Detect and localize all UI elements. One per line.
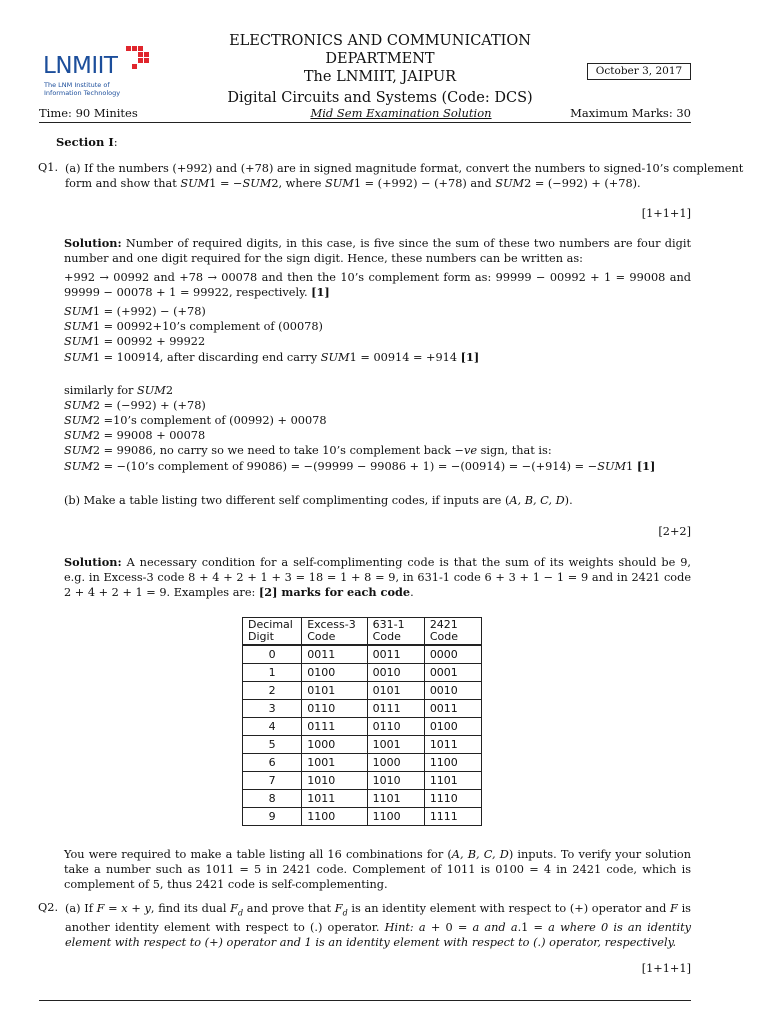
table-cell: 1 (243, 664, 302, 682)
department-line-1: ELECTRONICS AND COMMUNICATION (229, 33, 531, 49)
solution-b-text: Solution: A necessary condition for a self-complimenting code is that the sum of its weights should be 9, e.g. in Excess-3 code 8 + 4 + 2 + 1 + 3 = 18 = 1 + 8 = 9, in 631-1 code 6 + 3 + 1 − 1 = 9 and in 2421 code 2 + 4 + 2 + 1 = 9. Examples are: [2] marks for each code. (64, 555, 691, 599)
table-cell: 5 (243, 736, 302, 754)
table-cell: 0011 (302, 645, 367, 664)
course-title: Digital Circuits and Systems (Code: DCS) (227, 90, 533, 106)
exam-title: Mid Sem Examination Solution (310, 106, 492, 120)
date-box: October 3, 2017 (587, 63, 691, 80)
department-title (190, 32, 570, 107)
department-line-2: DEPARTMENT (325, 51, 435, 67)
table-cell: 4 (243, 718, 302, 736)
logo-tagline-1: The LNM Institute of (44, 81, 110, 89)
table-row (243, 718, 482, 736)
table-cell: 0101 (367, 682, 424, 700)
q1-label: Q1. (38, 161, 59, 174)
sum1-line-3: SUM1 = 00992 + 99922 (64, 335, 206, 348)
q1a-marks: [1+1+1] (641, 207, 691, 220)
table-cell: 0010 (367, 664, 424, 682)
table-cell: 1000 (302, 736, 367, 754)
table-cell: 1101 (424, 772, 481, 790)
table-cell: 0 (243, 645, 302, 664)
table-cell: 1001 (367, 736, 424, 754)
table-cell: 0100 (302, 664, 367, 682)
logo-name: LNMIIT (43, 53, 118, 79)
solution-b-conclusion: You were required to make a table listing all 16 combinations for (A, B, C, D) inputs. To verify your solution take a number such as 1011 = 5 in 2421 code. Complement of 1011 is 0100 = 4 in 2421 code, which is complement of 5, thus 2421 code is self-complementing. (64, 848, 692, 891)
table-cell: 3 (243, 700, 302, 718)
sum2-line-6: SUM2 = −(10’s complement of 99086) = −(99999 − 99086 + 1) = −(00914) = −(+914) = −SUM1 [1] (64, 459, 656, 473)
q2a-text: (a) If F = x + y, find its dual $F_d$ and prove that $F_d$ is an identity element with respect to (+) operator and F is another identity element with respect to (.) operator. Hint: a + 0 = a and a.1 = a where 0 is an identity element with respect to (+) operator and 1 is an identity element with respect to (.) operator, respectively. (65, 902, 691, 950)
table-cell: 1011 (302, 790, 367, 808)
table-cell: 0010 (424, 682, 481, 700)
table-row (243, 736, 482, 754)
table-cell: 0110 (302, 700, 367, 718)
table-row (243, 790, 482, 808)
section-heading: Section I: (56, 135, 118, 149)
table-row (243, 645, 482, 664)
table-cell: 0000 (424, 645, 481, 664)
table-cell: 1010 (302, 772, 367, 790)
sum2-line-5: SUM2 = 99086, no carry so we need to take 10’s complement back −ve sign, that is: (64, 444, 552, 457)
max-marks: Maximum Marks: 30 (570, 106, 691, 120)
table-cell: 1000 (367, 754, 424, 772)
table-row (243, 682, 482, 700)
table-cell: 1101 (367, 790, 424, 808)
table-cell: 1110 (424, 790, 481, 808)
table-cell: 9 (243, 808, 302, 826)
logo-tagline-2: Information Technology (44, 89, 121, 97)
table-cell: 1100 (367, 808, 424, 826)
table-cell: 0111 (367, 700, 424, 718)
table-cell: 2 (243, 682, 302, 700)
table-cell: 0101 (302, 682, 367, 700)
table-header-cell: 631-1 Code (367, 618, 424, 646)
q1a-text: (a) If the numbers (+992) and (+78) are in signed magnitude format, convert the numbers to signed-10’s complement form and show that SUM1 = −SUM2, where SUM1 = (+992) − (+78) and SUM2 = (−992) + (+78). (65, 162, 744, 190)
q1b-text: (b) Make a table listing two different self complimenting codes, if inputs are (A, B, C, D). (64, 494, 573, 507)
solution-a-intro: Solution: Number of required digits, in this case, is five since the sum of these two numbers are four digit number and one digit required for the sign digit. Hence, these numbers can be written as: (64, 236, 691, 265)
q2-marks: [1+1+1] (641, 962, 691, 975)
table-cell: 1100 (302, 808, 367, 826)
table-cell: 0111 (302, 718, 367, 736)
q2-label: Q2. (38, 901, 59, 914)
sum2-line-4: SUM2 = 99008 + 00078 (64, 429, 206, 442)
table-cell: 1011 (424, 736, 481, 754)
table-cell: 1001 (302, 754, 367, 772)
table-row (243, 754, 482, 772)
table-cell: 0100 (424, 718, 481, 736)
institute-logo (40, 46, 160, 100)
q1b-marks: [2+2] (658, 525, 691, 538)
footer-rule (39, 1000, 691, 1001)
table-row (243, 700, 482, 718)
table-cell: 8 (243, 790, 302, 808)
table-header-row (243, 618, 482, 646)
table-row (243, 772, 482, 790)
table-cell: 7 (243, 772, 302, 790)
table-cell: 1100 (424, 754, 481, 772)
sum1-line-1: SUM1 = (+992) − (+78) (64, 305, 206, 318)
table-row (243, 664, 482, 682)
sum1-line-4: SUM1 = 100914, after discarding end carry SUM1 = 00914 = +914 [1] (64, 350, 480, 364)
sum1-line-2: SUM1 = 00992+10’s complement of (00078) (64, 320, 323, 333)
table-cell: 1010 (367, 772, 424, 790)
header-rule (39, 122, 691, 123)
codes-table (242, 617, 482, 826)
table-cell: 0011 (367, 645, 424, 664)
table-row (243, 808, 482, 826)
table-header-cell: 2421 Code (424, 618, 481, 646)
table-cell: 0011 (424, 700, 481, 718)
table-cell: 1111 (424, 808, 481, 826)
logo-mark-icon (126, 46, 152, 72)
time-label: Time: 90 Minites (39, 106, 138, 120)
table-header-cell: Excess-3 Code (302, 618, 367, 646)
sum2-line-1: similarly for SUM2 (64, 384, 174, 397)
table-cell: 0110 (367, 718, 424, 736)
institute-name: The LNMIIT, JAIPUR (303, 69, 457, 85)
sum2-line-2: SUM2 = (−992) + (+78) (64, 399, 206, 412)
table-cell: 0001 (424, 664, 481, 682)
table-cell: 6 (243, 754, 302, 772)
table-header-cell: Decimal Digit (243, 618, 302, 646)
solution-a-conversion: +992 → 00992 and +78 → 00078 and then the 10’s complement form as: 99999 − 00992 + 1 = 99008 and 99999 − 00078 + 1 = 99922, respectively. [1] (64, 271, 691, 299)
sum2-line-3: SUM2 =10’s complement of (00992) + 00078 (64, 414, 327, 427)
